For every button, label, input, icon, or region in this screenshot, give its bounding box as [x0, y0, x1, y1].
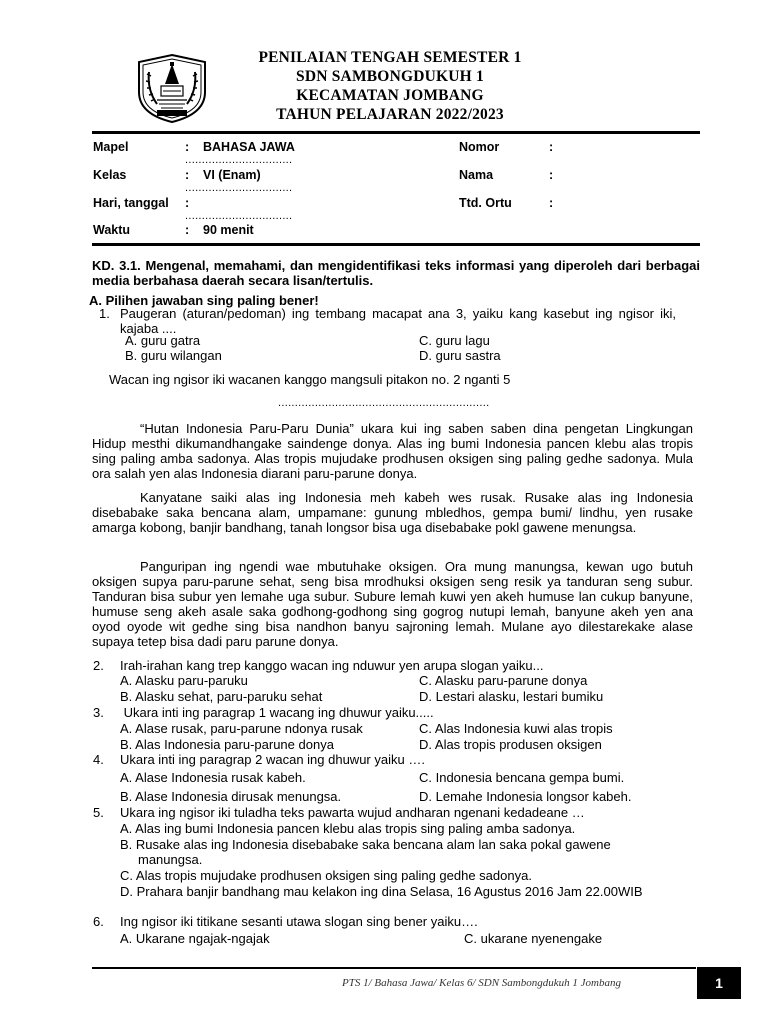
colon: : [549, 168, 554, 182]
ttd-label: Ttd. Ortu [459, 196, 512, 210]
q3-option-d[interactable]: D. Alas tropis produsen oksigen [419, 737, 602, 752]
q1-option-b[interactable]: B. guru wilangan [125, 348, 222, 363]
q1-option-c[interactable]: C. guru lagu [419, 333, 490, 348]
q5-option-a[interactable]: A. Alas ing bumi Indonesia pancen klebu alas tropis sing paling amba sadonya. [120, 821, 576, 836]
q1-text: Paugeran (aturan/pedoman) ing tembang macapat ana 3, yaiku kang kasebut ing ngisor iki, kajaba .... [120, 306, 676, 336]
paragraph-2: Kanyatane saiki alas ing Indonesia meh kabeh wes rusak. Rusake alas ing Indonesia disebabake saka bencana alam, umpamane: gunung mbledhos, gempa bumi/ lindhu, yen rusake amarga kobong, banjir bandhang, tanah longsor bisa uga disebabake pokl gawene menungsa. [92, 490, 693, 535]
q3-number: 3. [93, 705, 104, 720]
q4-text: Ukara inti ing paragrap 2 wacan ing dhuwur yaiku …. [120, 752, 425, 767]
header-line-3: KECAMATAN JOMBANG [296, 87, 484, 104]
colon: : [549, 140, 554, 154]
q5-option-d[interactable]: D. Prahara banjir bandhang mau kelakon ing dina Selasa, 16 Agustus 2016 Jam 22.00WIB [120, 884, 643, 899]
q3-text: Ukara inti ing paragrap 1 wacang ing dhuwur yaiku..... [120, 705, 434, 720]
q2-number: 2. [93, 658, 104, 673]
kelas-value: VI (Enam) [203, 168, 261, 182]
q4-option-d[interactable]: D. Lemahe Indonesia longsor kabeh. [419, 789, 632, 804]
nama-label: Nama [459, 168, 494, 182]
colon: : [185, 140, 190, 154]
paragraph-3: Panguripan ing ngendi wae mbutuhake oksigen. Ora mung manungsa, kewan ugo butuh oksigen supya paru-parune sehat, seng bisa mrodhuksi oksigen seng resik ya tanduran seng subur. Tanduran bisa subur yen lemahe uga subur. Subure lemah kuwi yen akeh humuse lan cukup banyune, humuse seng akeh asale saka godhong-godhong sing gogrog nutupi lemah, banyune akeh yen ana oyod oyode wit gedhe sing bisa nandhon banyu sajroning lemah. Mulane ayo dilestarekake alase supaya tetep bisa dadi paru parune donya. [92, 559, 693, 649]
footer-text: PTS 1/ Bahasa Jawa/ Kelas 6/ SDN Sambongdukuh 1 Jombang [342, 977, 621, 989]
q6-option-a[interactable]: A. Ukarane ngajak-ngajak [120, 931, 270, 946]
q1-number: 1. [99, 306, 110, 321]
colon: : [185, 223, 190, 237]
mapel-label: Mapel [93, 140, 129, 154]
q4-number: 4. [93, 752, 104, 767]
page-number: 1 [697, 967, 741, 999]
q4-option-a[interactable]: A. Alase Indonesia rusak kabeh. [120, 770, 306, 785]
q1-option-d[interactable]: D. guru sastra [419, 348, 501, 363]
waktu-value: 90 menit [203, 223, 254, 237]
q3-option-a[interactable]: A. Alase rusak, paru-parune ndonya rusak [120, 721, 363, 736]
footer-rule [92, 967, 696, 969]
section-a-heading: A. Pilihen jawaban sing paling bener! [89, 293, 319, 308]
hari-label: Hari, tanggal [93, 196, 169, 210]
mapel-value: BAHASA JAWA [203, 140, 295, 154]
dots-line: ................................ [185, 210, 293, 222]
q6-text: Ing ngisor iki titikane sesanti utawa slogan sing bener yaiku…. [120, 914, 478, 929]
kelas-label: Kelas [93, 168, 127, 182]
header-rule-bottom [92, 243, 700, 246]
q2-text: Irah-irahan kang trep kanggo wacan ing nduwur yen arupa slogan yaiku... [120, 658, 544, 673]
colon: : [185, 196, 190, 210]
colon: : [549, 196, 554, 210]
nomor-label: Nomor [459, 140, 500, 154]
q5-option-c[interactable]: C. Alas tropis mujudake prodhusen oksigen sing paling gedhe sadonya. [120, 868, 532, 883]
q5-option-b[interactable]: B. Rusake alas ing Indonesia disebabake saka bencana alam lan saka pokal gawene manungsa. [120, 837, 611, 867]
q6-option-c[interactable]: C. ukarane nyenengake [464, 931, 603, 946]
dots-line: ................................ [185, 182, 293, 194]
q5-text: Ukara ing ngisor iki tuladha teks pawarta wujud andharan ngenani kedadeane … [120, 805, 585, 820]
q6-number: 6. [93, 914, 104, 929]
waktu-label: Waktu [93, 223, 131, 237]
kd-statement: KD. 3.1. Mengenal, memahami, dan mengidentifikasi teks informasi yang diperoleh dari berbagai media berbahasa daerah secara lisan/tertulis. [92, 258, 700, 288]
wacan-intro: Wacan ing ngisor iki wacanen kanggo mangsuli pitakon no. 2 nganti 5 [109, 372, 511, 387]
paragraph-1: “Hutan Indonesia Paru-Paru Dunia” ukara kui ing saben saben dina pengetan Lingkungan Hidup mesthi dikumandhangake saindenge donya. Alas ing bumi Indonesia pancen klebu alas tropis sing paling amba sadonya. Alas tropis mujudake prodhusen oksigen sing paling gedhe sadonya. Mula ora salah yen alas Indonesia diarani paru-parune donya. [92, 421, 693, 481]
wacan-dots: ............................................................... [278, 397, 490, 409]
q3-option-b[interactable]: B. Alas Indonesia paru-parune donya [120, 737, 334, 752]
header-line-1: PENILAIAN TENGAH SEMESTER 1 [258, 49, 522, 66]
q5-number: 5. [93, 805, 104, 820]
q3-option-c[interactable]: C. Alas Indonesia kuwi alas tropis [419, 721, 613, 736]
q2-option-a[interactable]: A. Alasku paru-paruku [120, 673, 248, 688]
colon: : [185, 168, 190, 182]
q2-option-b[interactable]: B. Alasku sehat, paru-paruku sehat [120, 689, 323, 704]
q2-option-c[interactable]: C. Alasku paru-parune donya [419, 673, 588, 688]
header-line-4: TAHUN PELAJARAN 2022/2023 [276, 106, 504, 123]
header-line-2: SDN SAMBONGDUKUH 1 [296, 68, 484, 85]
dots-line: ................................ [185, 154, 293, 166]
q4-option-b[interactable]: B. Alase Indonesia dirusak menungsa. [120, 789, 342, 804]
q2-option-d[interactable]: D. Lestari alasku, lestari bumiku [419, 689, 604, 704]
header-rule-top [92, 131, 700, 134]
q1-option-a[interactable]: A. guru gatra [125, 333, 201, 348]
q4-option-c[interactable]: C. Indonesia bencana gempa bumi. [419, 770, 625, 785]
